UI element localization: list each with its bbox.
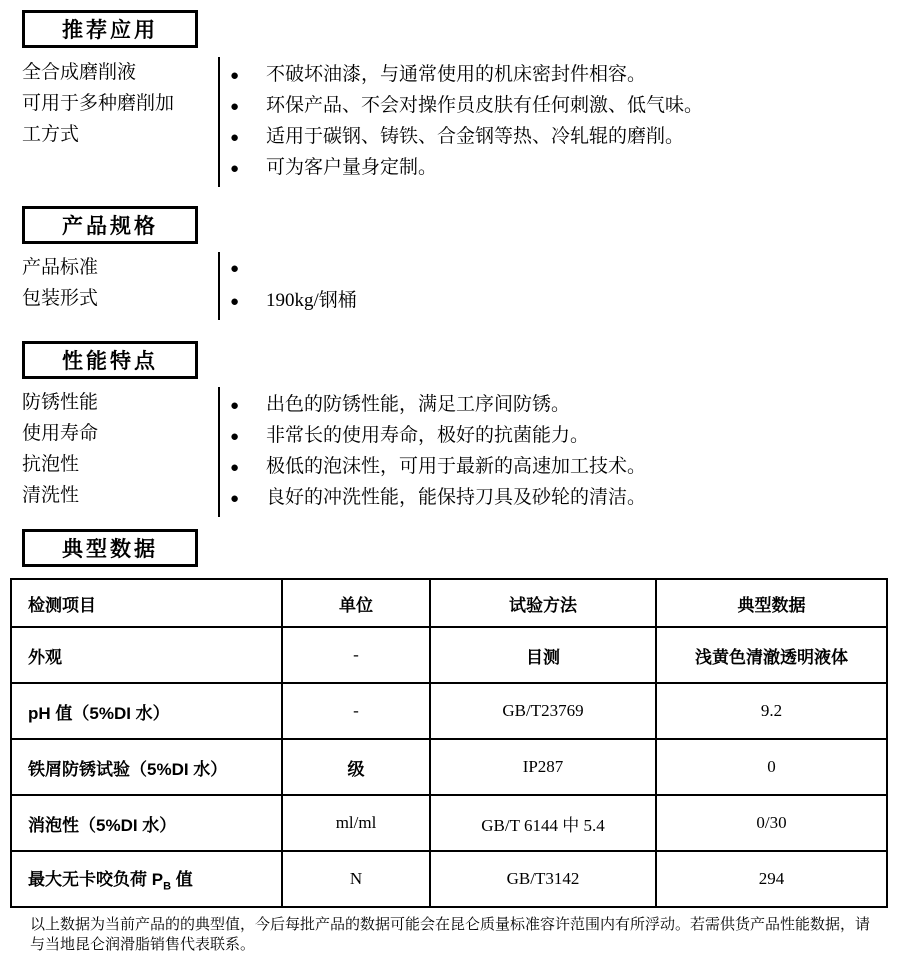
table-header-row <box>11 579 887 627</box>
cell-value: 0 <box>656 739 887 795</box>
bullet-text: 适用于碳钢、铸铁、合金钢等热、冷轧辊的磨削。 <box>266 126 685 147</box>
cell-method: IP287 <box>430 739 656 795</box>
section-title-text: 产品规格 <box>62 215 158 238</box>
cell-value: 294 <box>656 851 887 907</box>
cell-item: 消泡性（5%DI 水） <box>11 795 282 851</box>
bullet-icon: ● <box>230 161 240 177</box>
bullet-icon: ● <box>230 460 240 476</box>
bullet-icon: ● <box>230 99 240 115</box>
bullet-item <box>230 121 887 152</box>
recommended-applications-labels <box>22 57 218 187</box>
bullet-text: 可为客户量身定制。 <box>266 157 438 178</box>
recommended-applications-block <box>22 57 887 187</box>
table-row <box>11 627 887 683</box>
cell-unit: N <box>282 851 430 907</box>
bullet-icon: ● <box>230 491 240 507</box>
column-header-typical-data: 典型数据 <box>656 579 887 627</box>
label-line: 使用寿命 <box>22 423 99 444</box>
bullet-text: 环保产品、不会对操作员皮肤有任何刺激、低气味。 <box>266 95 704 116</box>
cell-unit: 级 <box>282 739 430 795</box>
cell-item-suffix: 值 <box>171 870 193 890</box>
cell-unit: - <box>282 683 430 739</box>
bullet-icon: ● <box>230 261 240 277</box>
section-title-text: 推荐应用 <box>62 19 158 42</box>
cell-unit: ml/ml <box>282 795 430 851</box>
bullet-item <box>230 90 887 121</box>
bullet-text: 良好的冲洗性能，能保持刀具及砂轮的清洁。 <box>266 487 647 508</box>
section-title-text: 典型数据 <box>62 538 158 561</box>
cell-value: 0/30 <box>656 795 887 851</box>
cell-method: GB/T 6144 中 5.4 <box>430 795 656 851</box>
bullet-icon: ● <box>230 294 240 310</box>
section-title-typical-data <box>22 529 198 567</box>
performance-features-block <box>22 387 887 517</box>
product-specifications-labels <box>22 252 218 320</box>
cell-item <box>11 851 282 907</box>
column-header-test-method: 试验方法 <box>430 579 656 627</box>
cell-item: pH 值（5%DI 水） <box>11 683 282 739</box>
cell-item: 铁屑防锈试验（5%DI 水） <box>11 739 282 795</box>
cell-method: GB/T3142 <box>430 851 656 907</box>
label-line: 清洗性 <box>22 485 80 506</box>
table-row <box>11 795 887 851</box>
label-line: 可用于多种磨削加 <box>22 93 175 114</box>
label-line: 包装形式 <box>22 288 99 309</box>
bullet-text: 190kg/钢桶 <box>266 290 357 311</box>
cell-value: 9.2 <box>656 683 887 739</box>
product-specifications-block <box>22 252 887 320</box>
section-title-text: 性能特点 <box>62 350 158 373</box>
bullet-icon: ● <box>230 398 240 414</box>
cell-unit: - <box>282 627 430 683</box>
bullet-text: 非常长的使用寿命，极好的抗菌能力。 <box>266 425 590 446</box>
bullet-item <box>230 451 887 482</box>
section-title-product-specifications <box>22 206 198 244</box>
cell-item-prefix: 最大无卡咬负荷 P <box>28 870 164 890</box>
table-row <box>11 851 887 907</box>
cell-method: GB/T23769 <box>430 683 656 739</box>
table-row <box>11 739 887 795</box>
section-title-recommended-applications <box>22 10 198 48</box>
bullet-text: 极低的泡沫性，可用于最新的高速加工技术。 <box>266 456 647 477</box>
bullet-icon: ● <box>230 68 240 84</box>
cell-item-subscript: B <box>163 880 172 893</box>
typical-data-table <box>10 578 888 908</box>
label-line: 抗泡性 <box>22 454 80 475</box>
bullet-text: 出色的防锈性能，满足工序间防锈。 <box>266 394 571 415</box>
disclaimer-line: 与当地昆仑润滑脂销售代表联系。 <box>30 937 256 953</box>
bullet-icon: ● <box>230 130 240 146</box>
table-row <box>11 683 887 739</box>
cell-item: 外观 <box>11 627 282 683</box>
bullet-item <box>230 420 887 451</box>
performance-features-bullets <box>218 387 887 517</box>
disclaimer-line: 以上数据为当前产品的的典型值，今后每批产品的数据可能会在昆仑质量标准容许范围内有所浮动。若需供货产品性能数据，请 <box>30 917 871 933</box>
section-title-performance-features <box>22 341 198 379</box>
label-line: 全合成磨削液 <box>22 62 137 83</box>
column-header-test-item: 检测项目 <box>11 579 282 627</box>
bullet-text: 不破坏油漆，与通常使用的机床密封件相容。 <box>266 64 647 85</box>
bullet-item <box>230 152 887 183</box>
cell-value: 浅黄色清澈透明液体 <box>656 627 887 683</box>
bullet-item <box>230 285 887 316</box>
bullet-item <box>230 389 887 420</box>
disclaimer-note <box>30 915 887 955</box>
bullet-icon: ● <box>230 429 240 445</box>
bullet-item <box>230 254 887 285</box>
column-header-unit: 单位 <box>282 579 430 627</box>
label-line: 工方式 <box>22 124 80 145</box>
performance-features-labels <box>22 387 218 517</box>
label-line: 防锈性能 <box>22 392 99 413</box>
recommended-applications-bullets <box>218 57 887 187</box>
bullet-item <box>230 59 887 90</box>
product-specifications-bullets <box>218 252 887 320</box>
bullet-item <box>230 482 887 513</box>
label-line: 产品标准 <box>22 257 99 278</box>
cell-method: 目测 <box>430 627 656 683</box>
